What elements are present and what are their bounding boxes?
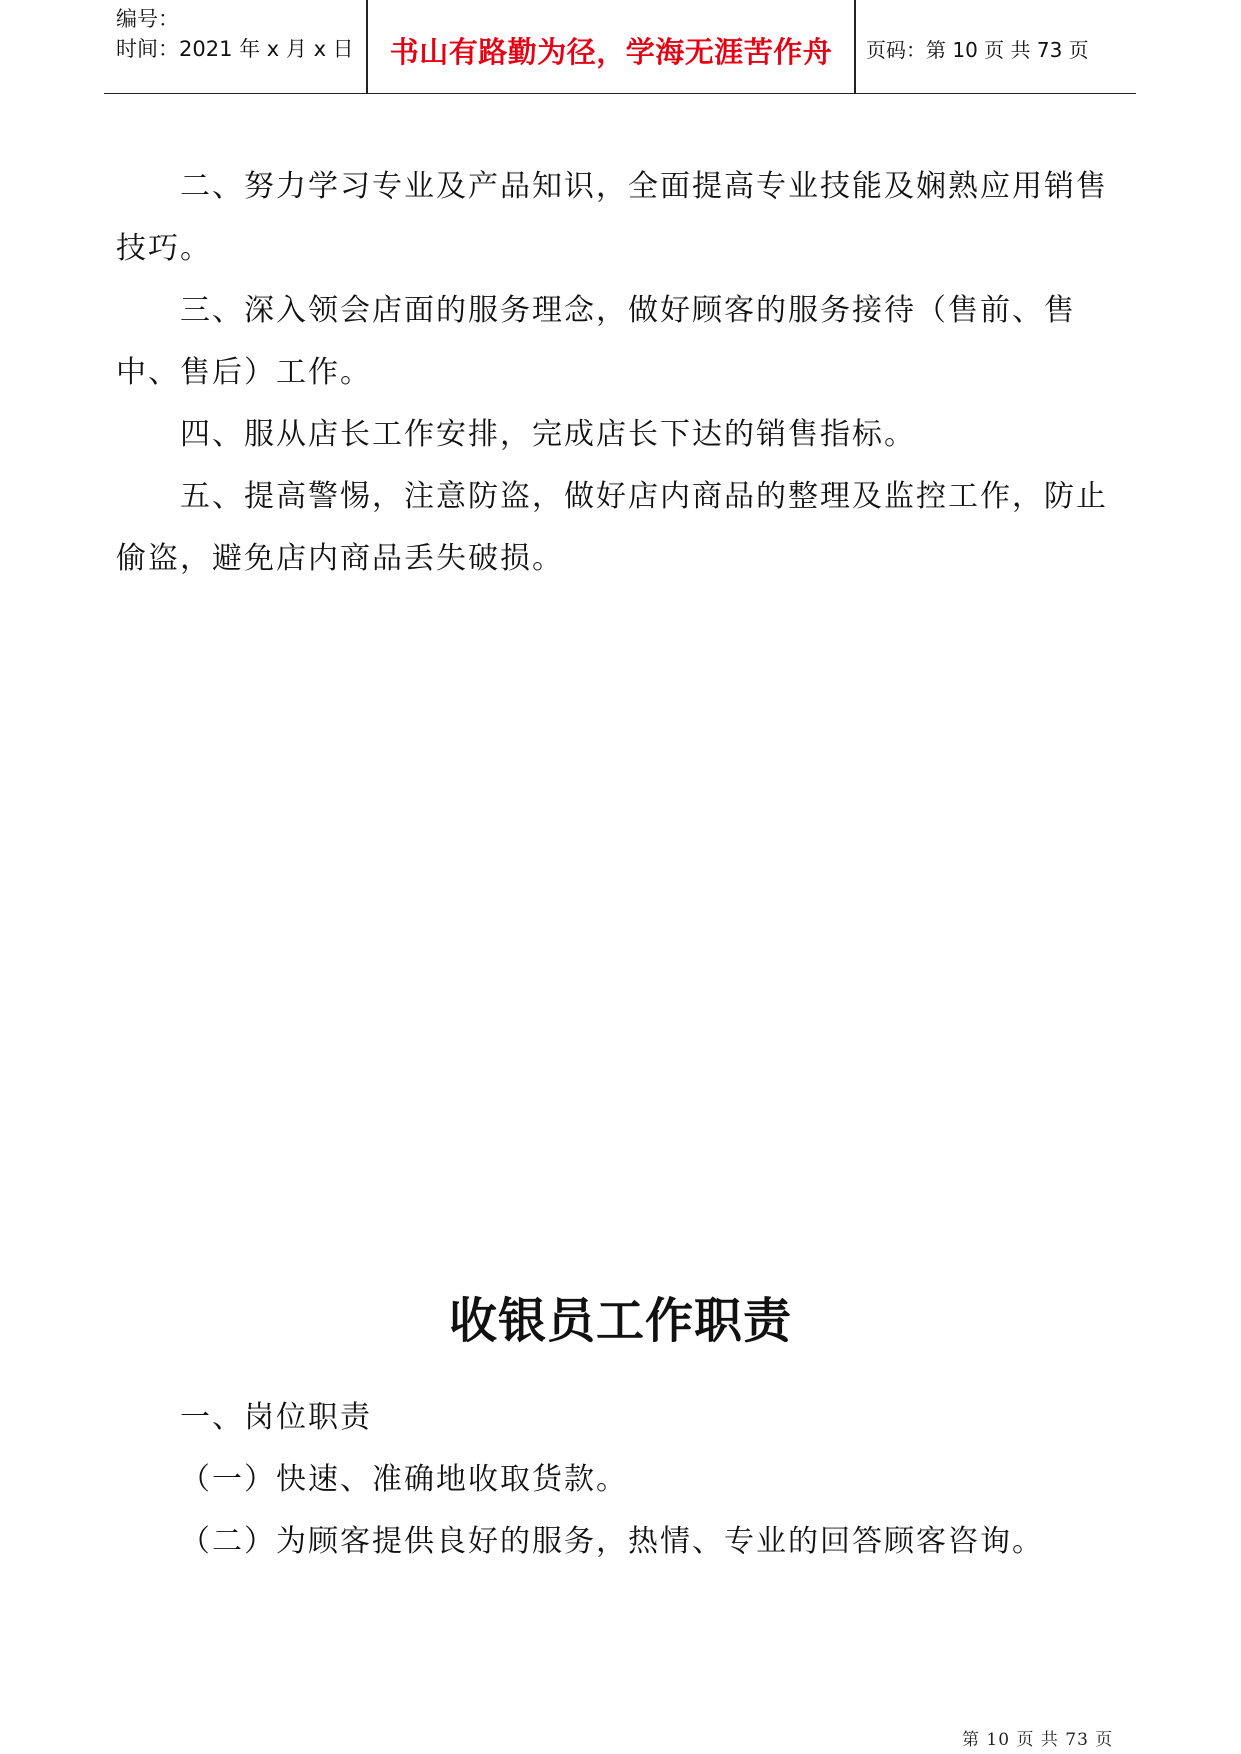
header-motto: 书山有路勤为径，学海无涯苦作舟 — [389, 35, 833, 69]
paragraph: 三、深入领会店面的服务理念，做好顾客的服务接待（售前、售中、售后）工作。 — [116, 293, 1076, 390]
page-footer: 第 10 页 共 73 页 — [962, 1730, 1114, 1750]
job-duties-continued — [116, 156, 1126, 590]
paragraph: 二、努力学习专业及产品知识，全面提高专业技能及娴熟应用销售技巧。 — [116, 169, 1108, 266]
cashier-duties — [116, 1387, 1126, 1573]
serial-number-label: 编号： — [116, 7, 179, 31]
paragraph: 一、岗位职责 — [180, 1400, 372, 1435]
header-page-number: 页码：第 10 页 共 73 页 — [866, 38, 1089, 62]
header-divider — [854, 0, 856, 93]
date-label: 时间：2021 年 x 月 x 日 — [116, 37, 354, 61]
header-meta — [116, 4, 366, 64]
paragraph: 四、服从店长工作安排，完成店长下达的销售指标。 — [180, 417, 916, 452]
page-header — [104, 0, 1136, 94]
paragraph: 五、提高警惕，注意防盗，做好店内商品的整理及监控工作，防止偷盗，避免店内商品丢失破损。 — [116, 479, 1108, 576]
paragraph: （一）快速、准确地收取货款。 — [180, 1462, 628, 1497]
paragraph: （二）为顾客提供良好的服务，热情、专业的回答顾客咨询。 — [180, 1524, 1044, 1559]
section-title: 收银员工作职责 — [448, 1293, 792, 1349]
